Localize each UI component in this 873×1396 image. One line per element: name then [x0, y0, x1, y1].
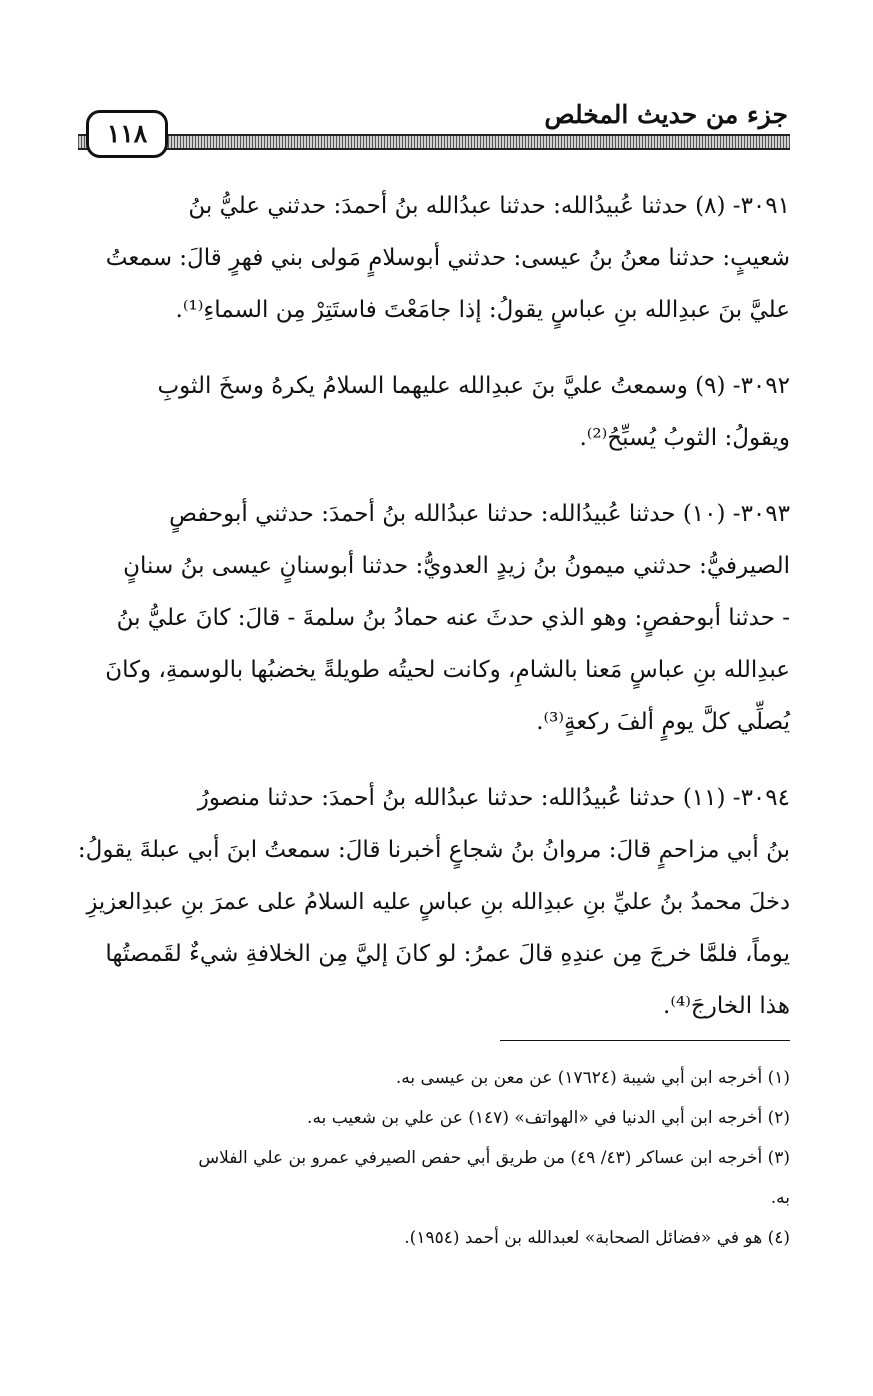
main-text: [78, 180, 790, 1056]
footnote-divider: [500, 1040, 790, 1041]
text-line: ٣٠٩٢- (٩) وسمعتُ عليَّ بنَ عبدِالله عليهما السلامُ يكرهُ وسخَ الثوبِ: [157, 373, 790, 399]
text-line: يوماً، فلمَّا خرجَ مِن عندِهِ قالَ عمرُ: لو كانَ إليَّ مِن الخلافةِ شيءٌ لقَمصتُها: [105, 941, 790, 967]
footnote-3: (٣) أخرجه ابن عساكر (٤٣/ ٤٩) من طريق أبي حفص الصيرفي عمرو بن علي الفلاس: [198, 1148, 790, 1168]
text-line: الصيرفيُّ: حدثني ميمونُ بنُ زيدٍ العدويُّ: حدثنا أبوسنانٍ عيسى بنُ سنانٍ: [123, 553, 790, 579]
footnotes: [78, 1058, 790, 1258]
hadith-3093: [78, 488, 790, 748]
text-line: بنُ أبي مزاحمٍ قالَ: مروانُ بنُ شجاعٍ أخبرنا قالَ: سمعتُ ابنَ أبي عبلةَ يقولُ:: [77, 837, 790, 863]
text-line: دخلَ محمدُ بنُ عليِّ بنِ عبدِالله بنِ عباسٍ عليه السلامُ على عمرَ بنِ عبدِالعزيزِ: [86, 889, 790, 915]
text-line: عبدِالله بنِ عباسٍ مَعنا بالشامِ، وكانت لحيتُه طويلةً يخضبُها بالوسمةِ، وكانَ: [105, 657, 790, 683]
running-title: جزء من حديث المخلص: [544, 100, 788, 129]
page-number: ١١٨: [86, 110, 168, 158]
text-line: ٣٠٩٣- (١٠) حدثنا عُبيدُالله: حدثنا عبدُالله بنُ أحمدَ: حدثني أبوحفصٍ: [169, 501, 790, 527]
text-line: هذا الخارجَ⁽⁴⁾.: [663, 993, 790, 1019]
page-header: [78, 100, 790, 160]
text-line: - حدثنا أبوحفصٍ: وهو الذي حدثَ عنه حمادُ بنُ سلمةَ - قالَ: كانَ عليُّ بنُ: [116, 605, 790, 631]
hadith-3094: [78, 772, 790, 1032]
text-line: ويقولُ: الثوبُ يُسبِّحُ⁽²⁾.: [579, 425, 790, 451]
text-line: عليَّ بنَ عبدِالله بنِ عباسٍ يقولُ: إذا جامَعْتَ فاستَتِرْ مِن السماءِ⁽¹⁾.: [175, 297, 790, 323]
hadith-3092: [78, 360, 790, 464]
header-rule: [78, 134, 790, 150]
text-line: ٣٠٩٤- (١١) حدثنا عُبيدُالله: حدثنا عبدُالله بنُ أحمدَ: حدثنا منصورُ: [197, 785, 790, 811]
text-line: يُصلِّي كلَّ يومٍ ألفَ ركعةٍ⁽³⁾.: [536, 709, 790, 735]
text-line: ٣٠٩١- (٨) حدثنا عُبيدُالله: حدثنا عبدُالله بنُ أحمدَ: حدثني عليُّ بنُ: [188, 193, 790, 219]
footnote-2: (٢) أخرجه ابن أبي الدنيا في «الهواتف» (١٤٧) عن علي بن شعيب به.: [307, 1108, 790, 1128]
footnote-4: (٤) هو في «فضائل الصحابة» لعبدالله بن أحمد (١٩٥٤).: [404, 1228, 790, 1248]
text-line: شعيبٍ: حدثنا معنُ بنُ عيسى: حدثني أبوسلامٍ مَولى بني فهرٍ قالَ: سمعتُ: [105, 245, 790, 271]
footnote-1: (١) أخرجه ابن أبي شيبة (١٧٦٢٤) عن معن بن عيسى به.: [395, 1068, 790, 1088]
hadith-3091: [78, 180, 790, 336]
footnote-3-continuation: به.: [770, 1188, 790, 1208]
